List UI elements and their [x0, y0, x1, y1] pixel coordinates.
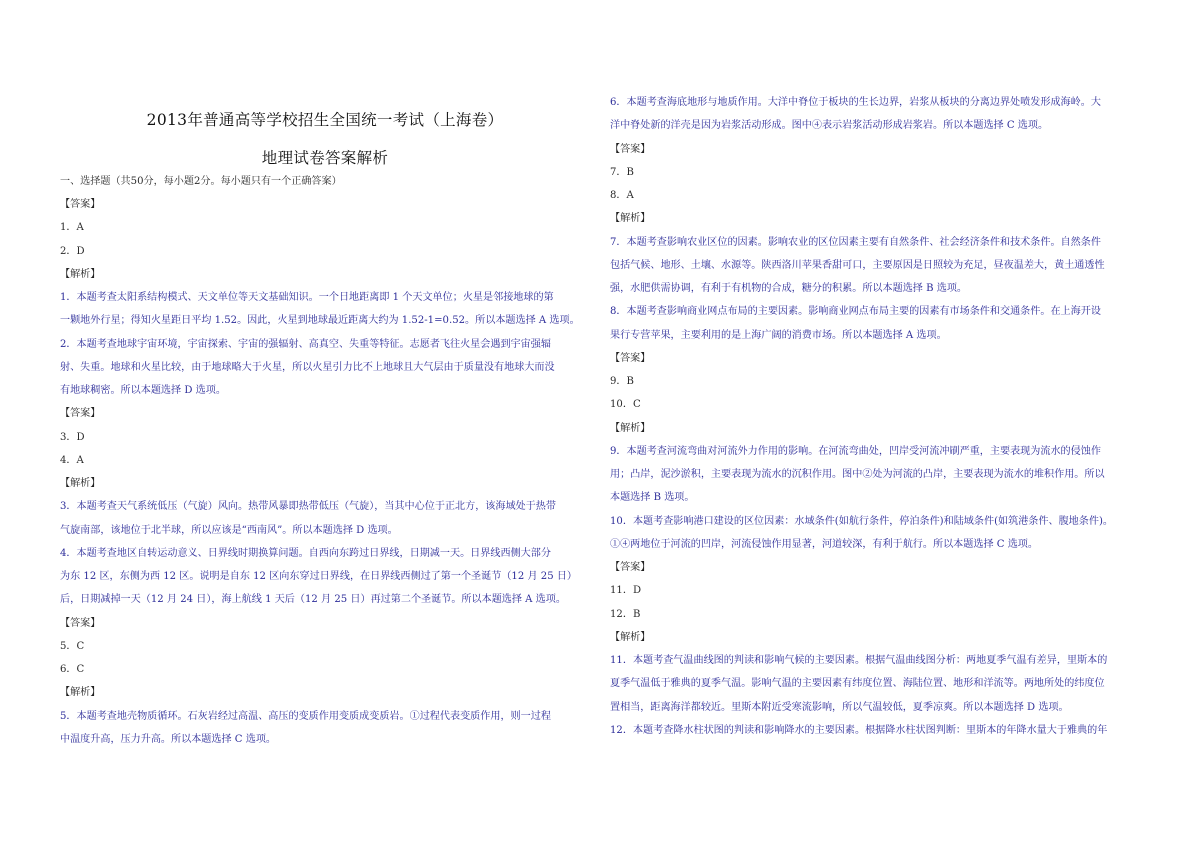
- explanation-line: 9．本题考查河流弯曲对河流外力作用的影响。在河流弯曲处，凹岸受河流冲刷严重，主要表现为流水的侵蚀作: [610, 445, 1101, 457]
- explanation-line: 后，日期减掉一天（12 月 24 日），海上航线 1 天后（12 月 25 日）再过第二个圣诞节。所以本题选择 A 选项。: [60, 594, 566, 606]
- explanation-line: 1．本题考查太阳系结构模式、天文单位等天文基础知识。一个日地距离即 1 个天文单位；火星是邻接地球的第: [60, 292, 554, 303]
- section-heading: 一、选择题（共50分，每小题2分。每小题只有一个正确答案）: [60, 176, 342, 187]
- analysis-label: 【解析】: [60, 268, 101, 280]
- explanation-line: 洋中脊处新的洋壳是因为岩浆活动形成。图中④表示岩浆活动形成岩浆岩。所以本题选择 C 选项。: [610, 120, 1049, 132]
- explanation-line: 本题选择 B 选项。: [610, 492, 695, 504]
- answer-label: 【答案】: [610, 143, 651, 155]
- analysis-label: 【解析】: [610, 422, 651, 434]
- explanation-line: 3．本题考查天气系统低压（气旋）风向。热带风暴即热带低压（气旋），当其中心位于正北方，该海域处于热带: [60, 501, 556, 513]
- answer-item: 4．A: [60, 454, 84, 466]
- explanation-line: 4．本题考查地区自转运动意义、日界线时期换算问题。自西向东跨过日界线，日期减一天。日界线西侧大部分: [60, 547, 551, 559]
- explanation-line: 中温度升高，压力升高。所以本题选择 C 选项。: [60, 733, 277, 745]
- answer-label: 【答案】: [60, 408, 101, 420]
- explanation-line: 气旋南部，该地位于北半球，所以应该是“西南风”。所以本题选择 D 选项。: [60, 524, 398, 536]
- explanation-line: 8．本题考查影响商业网点布局的主要因素。影响商业网点布局主要的因素有市场条件和交通条件。在上海开设: [610, 306, 1101, 318]
- explanation-line: 7．本题考查影响农业区位的因素。影响农业的区位因素主要有自然条件、社会经济条件和技术条件。自然条件: [610, 236, 1101, 248]
- answer-item: 6．C: [60, 664, 85, 675]
- explanation-line: 有地球稠密。所以本题选择 D 选项。: [60, 385, 226, 396]
- answer-item: 7．B: [610, 166, 634, 178]
- explanation-line: 夏季气温低于雅典的夏季气温。影响气温的主要因素有纬度位置、海陆位置、地形和洋流等。两地所处的纬度位: [610, 678, 1105, 690]
- explanation-line: 2．本题考查地球宇宙环境，宇宙探索、宇宙的强辐射、高真空、失重等特征。志愿者飞往火星会遇到宇宙强辐: [60, 338, 551, 350]
- explanation-line: 5．本题考查地壳物质循环。石灰岩经过高温、高压的变质作用变质成变质岩。①过程代表变质作用，则一过程: [60, 710, 551, 722]
- explanation-line: 置相当，距离海洋都较近。里斯本附近受寒流影响，所以气温较低，夏季凉爽。所以本题选择 D 选项。: [610, 701, 1069, 713]
- explanation-line: ①④两地位于河流的凹岸，河流侵蚀作用显著，河道较深，有利于航行。所以本题选择 C 选项。: [610, 538, 1038, 550]
- page-title: 2013年普通高等学校招生全国统一考试（上海卷）: [146, 111, 504, 129]
- answer-label: 【答案】: [60, 617, 101, 629]
- answer-label: 【答案】: [60, 199, 101, 210]
- answer-label: 【答案】: [610, 352, 651, 364]
- explanation-line: 强，水肥供需协调，有利于有机物的合成，糖分的积累。所以本题选择 B 选项。: [610, 283, 968, 294]
- answer-label: 【答案】: [610, 562, 651, 573]
- analysis-label: 【解析】: [610, 213, 651, 225]
- answer-item: 5．C: [60, 640, 85, 652]
- page-subtitle: 地理试卷答案解析: [261, 149, 389, 167]
- answer-item: 11．D: [610, 585, 642, 597]
- explanation-line: 用；凸岸，泥沙淤积，主要表现为流水的沉积作用。图中②处为河流的凸岸，主要表现为流水的堆积作用。所以: [610, 469, 1105, 480]
- answer-item: 1．A: [60, 222, 84, 234]
- explanation-line: 6．本题考查海底地形与地质作用。大洋中脊位于板块的生长边界，岩浆从板块的分离边界处喷发形成海岭。大: [610, 97, 1101, 108]
- explanation-line: 为东 12 区，东侧为西 12 区。说明是自东 12 区向东穿过日界线，在日界线西侧过了第一个圣诞节（12 月 25 日）: [60, 571, 578, 582]
- explanation-line: 果行专营苹果，主要利用的是上海广阔的消费市场。所以本题选择 A 选项。: [610, 329, 947, 341]
- explanation-line: 包括气候、地形、土壤、水源等。陕西洛川苹果香甜可口，主要原因是日照较为充足，昼夜温差大，黄土通透性: [610, 259, 1105, 271]
- answer-item: 3．D: [60, 431, 85, 443]
- answer-item: 9．B: [610, 376, 634, 387]
- explanation-line: 一颗地外行星；得知火星距日平均 1.52。因此，火星到地球最近距离大约为 1.52-1=0.52。所以本题选择 A 选项。: [60, 315, 580, 327]
- analysis-label: 【解析】: [60, 687, 101, 699]
- explanation-line: 射、失重。地球和火星比较，由于地球略大于火星，所以火星引力比不上地球且大气层由于质量没有地球大而没: [60, 361, 555, 373]
- analysis-label: 【解析】: [60, 478, 101, 489]
- explanation-line: 12．本题考查降水柱状图的判读和影响降水的主要因素。根据降水柱状图判断：里斯本的年降水量大于雅典的年: [610, 724, 1108, 736]
- explanation-line: 11．本题考查气温曲线图的判读和影响气候的主要因素。根据气温曲线图分析：两地夏季气温有差异，里斯本的: [610, 655, 1108, 666]
- answer-item: 10．C: [610, 399, 641, 411]
- answer-item: 2．D: [60, 245, 85, 257]
- analysis-label: 【解析】: [610, 631, 651, 643]
- answer-item: 12．B: [610, 608, 641, 620]
- answer-item: 8．A: [610, 190, 634, 201]
- explanation-line: 10．本题考查影响港口建设的区位因素：水域条件(如航行条件，停泊条件)和陆域条件(如筑港条件、腹地条件)。: [610, 515, 1113, 527]
